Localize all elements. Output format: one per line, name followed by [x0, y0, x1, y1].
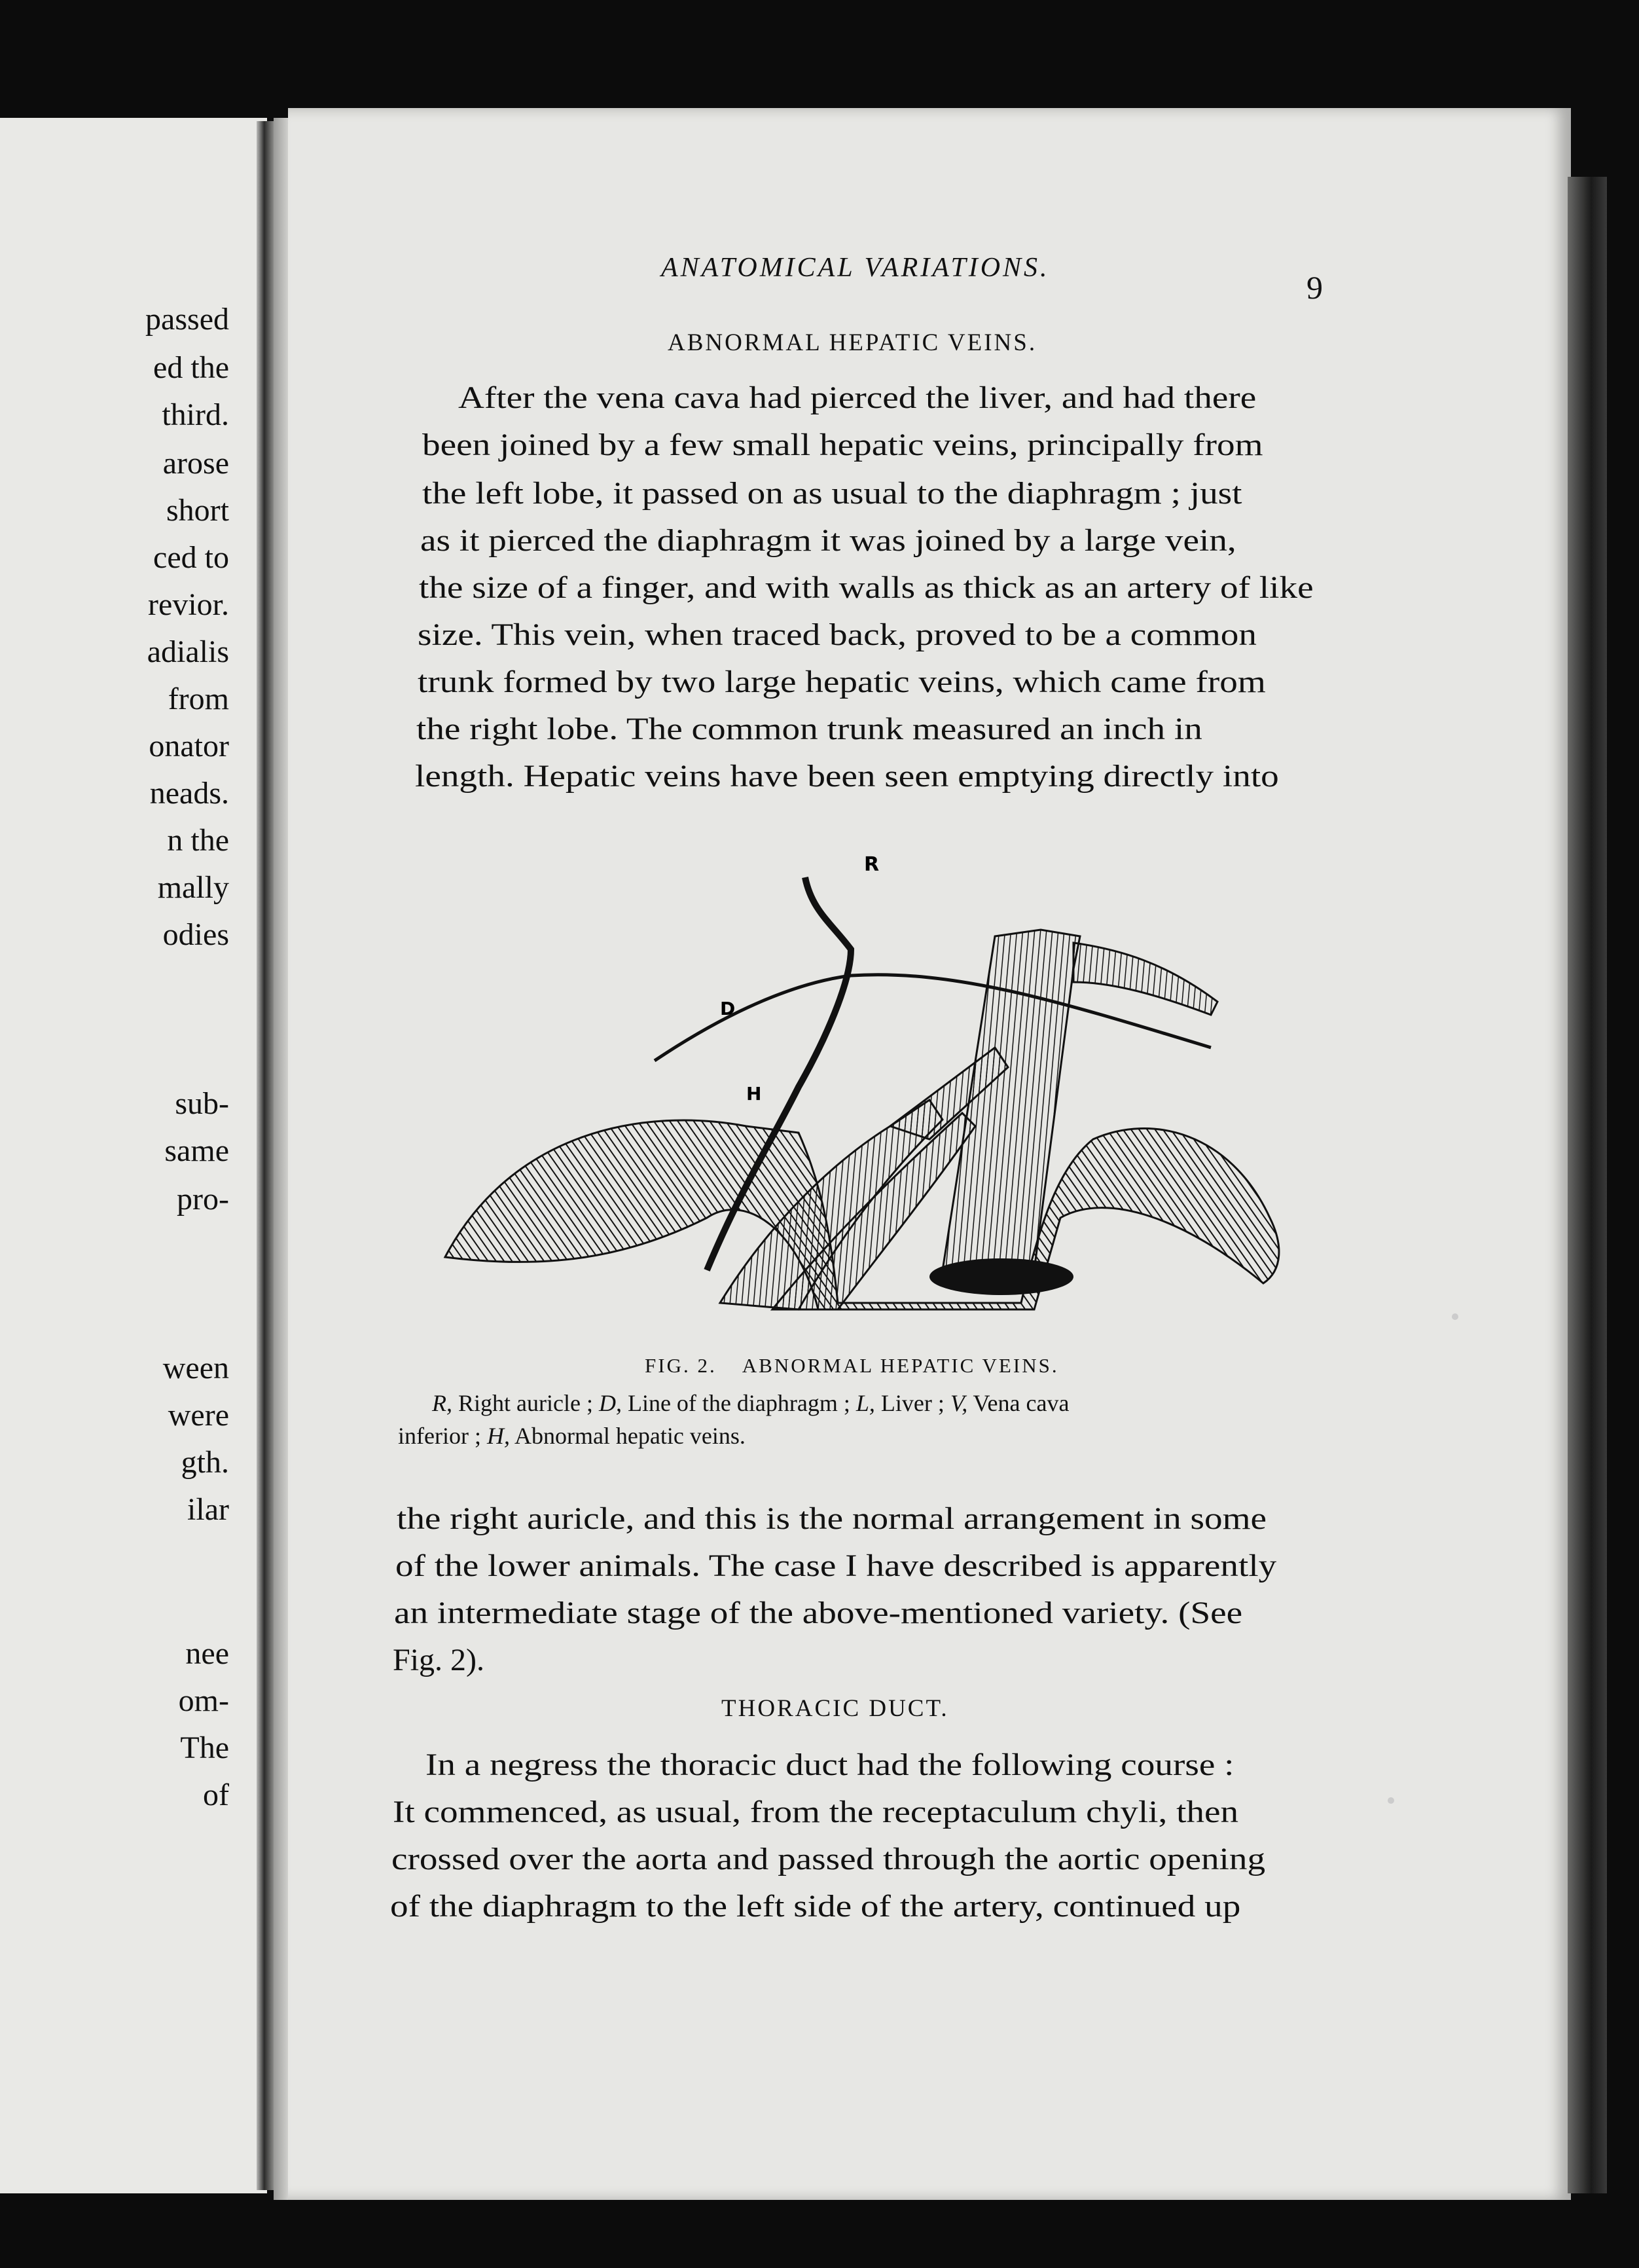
figure-title	[645, 1354, 1059, 1378]
page-number: 9	[1306, 269, 1323, 306]
figure-abnormal-hepatic-veins	[432, 851, 1296, 1349]
caption-text-h: Abnormal hepatic veins.	[509, 1423, 746, 1449]
left-page-text-fragment: om-	[178, 1683, 229, 1718]
left-page-text-fragment: arose	[162, 446, 229, 481]
caption-text-d: Line of the diaphragm ;	[621, 1390, 856, 1416]
left-page-text-fragment: neads.	[149, 776, 229, 811]
caption-key-r: R,	[432, 1390, 452, 1416]
left-page-text-fragment: short	[166, 493, 229, 528]
text-line: It commenced, as usual, from the receptaculum chyli, then	[393, 1795, 1239, 1829]
text-line: an intermediate stage of the above-mentioned variety. (See	[394, 1596, 1243, 1630]
left-page-text-fragment: from	[168, 682, 229, 716]
text-line: Fig. 2).	[393, 1643, 485, 1677]
caption-text-v: Vena cava	[967, 1390, 1070, 1416]
figure-number: FIG. 2.	[645, 1354, 717, 1377]
text-line: crossed over the aorta and passed through the aortic opening	[391, 1842, 1266, 1876]
left-page-text-fragment: third.	[162, 397, 229, 432]
left-page-text-fragment: The	[180, 1730, 229, 1765]
text-line: the size of a finger, and with walls as thick as an artery of like	[419, 570, 1314, 605]
figure-title-text: ABNORMAL HEPATIC VEINS.	[742, 1354, 1059, 1377]
text-line: been joined by a few small hepatic veins, principally from	[422, 428, 1263, 462]
left-page-text-fragment: passed	[145, 302, 229, 337]
caption-text-r: Right auricle ;	[452, 1390, 599, 1416]
left-page-text-fragment: revior.	[148, 587, 229, 622]
label-h: H	[746, 1083, 762, 1105]
caption-text-inferior: inferior ;	[398, 1423, 487, 1449]
text-line: size. This vein, when traced back, proved to be a common	[418, 617, 1257, 652]
caption-key-d: D,	[598, 1390, 622, 1416]
text-line: of the lower animals. The case I have described is apparently	[395, 1548, 1277, 1583]
text-line: of the diaphragm to the left side of the artery, continued up	[390, 1889, 1241, 1924]
left-page-text-fragment: of	[203, 1778, 229, 1812]
text-line: length. Hepatic veins have been seen emptying directly into	[415, 759, 1279, 794]
caption-key-l: L,	[856, 1390, 875, 1416]
left-page-text-fragment: pro-	[177, 1182, 229, 1216]
label-d: D	[720, 998, 736, 1019]
page-edge	[1568, 177, 1607, 2193]
left-facing-page	[0, 118, 267, 2193]
left-page-text-fragment: sub-	[175, 1086, 229, 1121]
left-page-text-fragment: n the	[167, 823, 229, 858]
left-page-text-fragment: adialis	[147, 634, 229, 669]
left-page-text-fragment: were	[168, 1398, 229, 1433]
speck	[1388, 1797, 1394, 1804]
section-heading-hepatic-veins: ABNORMAL HEPATIC VEINS.	[668, 329, 1037, 356]
figure-caption-line-1	[432, 1389, 1069, 1417]
left-page-text-fragment: ilar	[187, 1492, 229, 1527]
text-line: After the vena cava had pierced the liver, and had there	[458, 380, 1257, 415]
left-page-text-fragment: onator	[149, 729, 229, 763]
left-page-text-fragment: odies	[162, 917, 229, 952]
text-line: In a negress the thoracic duct had the following course :	[425, 1747, 1234, 1782]
text-line: the right lobe. The common trunk measured an inch in	[416, 712, 1202, 746]
book-gutter	[257, 121, 274, 2190]
vena-cava-cut	[929, 1258, 1073, 1295]
left-page-text-fragment: ween	[162, 1351, 229, 1385]
section-heading-thoracic-duct: THORACIC DUCT.	[721, 1695, 949, 1722]
text-line: trunk formed by two large hepatic veins, which came from	[418, 665, 1266, 699]
speck	[1452, 1313, 1458, 1320]
left-page-text-fragment: same	[164, 1133, 229, 1168]
caption-text-l: Liver ;	[874, 1390, 950, 1416]
text-line: the right auricle, and this is the normal arrangement in some	[397, 1501, 1267, 1536]
text-line: as it pierced the diaphragm it was joined by a large vein,	[420, 523, 1236, 558]
left-page-text-fragment: nee	[185, 1636, 229, 1671]
caption-key-h: H,	[486, 1423, 510, 1449]
running-head: ANATOMICAL VARIATIONS.	[661, 253, 1050, 283]
left-page-text-fragment: ed the	[153, 350, 229, 385]
upper-right-vessel	[1073, 943, 1217, 1015]
label-r: R	[864, 853, 880, 876]
caption-key-v: V,	[950, 1390, 968, 1416]
left-page-text-fragment: mally	[157, 870, 229, 905]
text-line: the left lobe, it passed on as usual to the diaphragm ; just	[422, 476, 1242, 511]
figure-caption-line-2	[398, 1422, 746, 1450]
left-page-text-fragment: gth.	[181, 1445, 229, 1480]
left-page-text-fragment: ced to	[153, 540, 229, 575]
